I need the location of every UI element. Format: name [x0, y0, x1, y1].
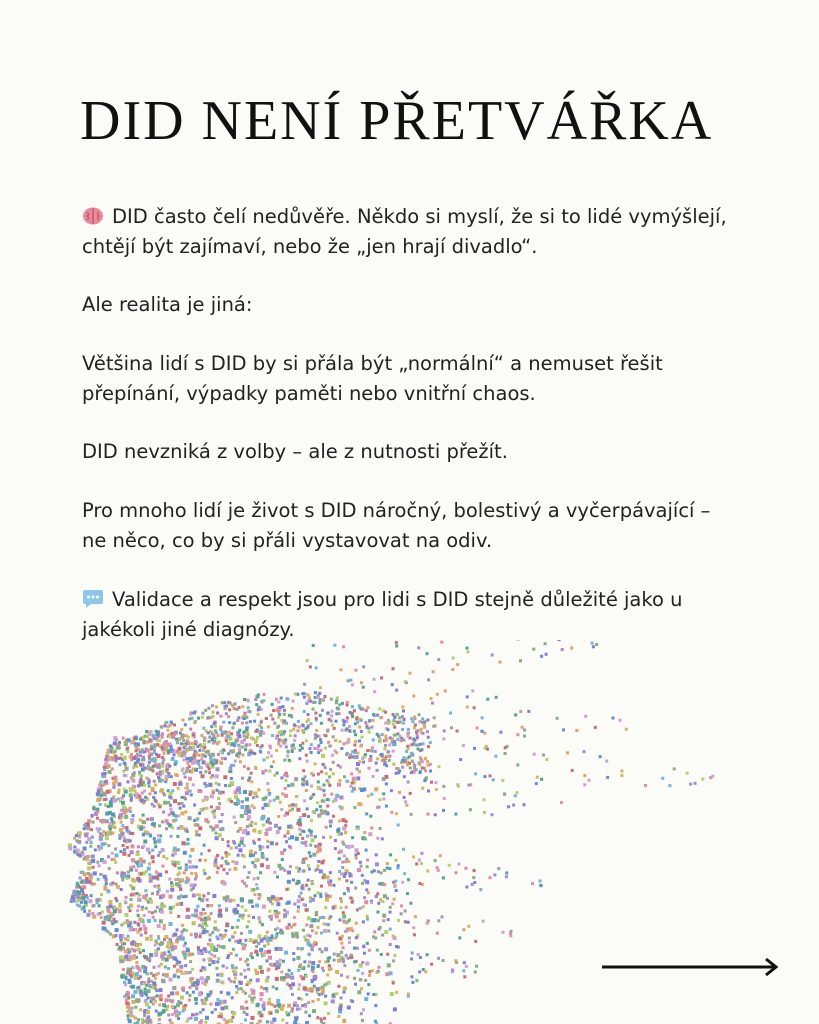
paragraph-validation-text: Validace a respekt jsou pro lidi s DID stejně důležité jako u jakékoli jiné diagnózy. [82, 588, 683, 641]
speech-bubble-icon [82, 588, 106, 608]
page-title: DID NENÍ PŘETVÁŘKA [80, 90, 714, 152]
paragraph-distrust-text: DID často čelí nedůvěře. Někdo si myslí, že si to lidé vymýšlejí, chtějí být zajímaví, nebo že „jen hrají divadlo“. [82, 205, 727, 258]
paragraph-survival: DID nevzniká z volby – ale z nutnosti přežít. [82, 440, 508, 463]
brain-icon [82, 205, 106, 225]
paragraph-hard-life: Pro mnoho lidí je život s DID náročný, bolestivý a vyčerpávající – ne něco, co by si přáli vystavovat na odiv. [82, 499, 711, 552]
paragraph-distrust [82, 202, 732, 262]
paragraph-reality: Ale realita je jiná: [82, 293, 253, 316]
arrow-right-icon[interactable] [600, 953, 782, 983]
paragraph-validation [82, 585, 732, 645]
paragraph-normal: Většina lidí s DID by si přála být „normální“ a nemuset řešit přepínání, výpadky paměti nebo vnitřní chaos. [82, 352, 663, 405]
